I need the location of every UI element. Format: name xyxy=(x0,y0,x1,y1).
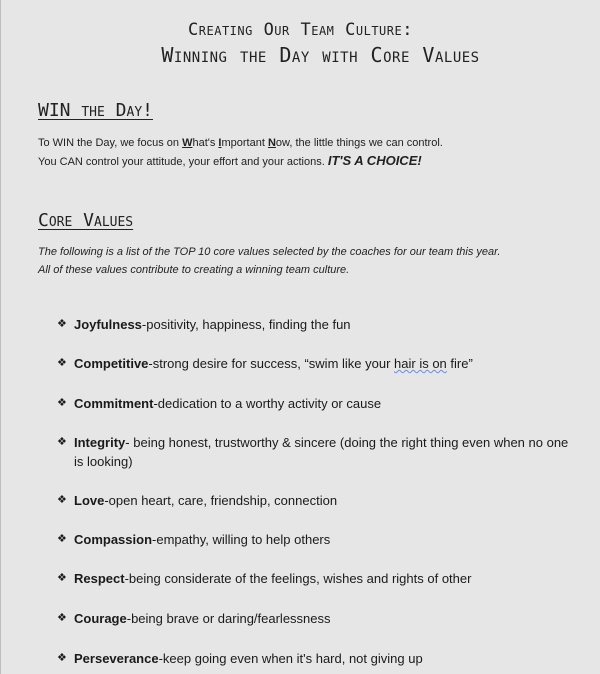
text: N xyxy=(267,137,276,149)
value-name: Love xyxy=(74,493,105,508)
text: ow, the little things we can control. xyxy=(275,137,443,149)
value-name: Respect xyxy=(74,571,125,586)
value-description: -being brave or daring/fearlessness xyxy=(126,611,331,626)
core-value-item xyxy=(57,315,577,334)
core-value-item xyxy=(57,433,577,471)
diamond-bullet-icon: ❖ xyxy=(57,357,67,369)
value-description: -dedication to a worthy activity or cause xyxy=(153,396,382,411)
core-value-item xyxy=(57,609,577,628)
diamond-bullet-icon: ❖ xyxy=(57,436,67,448)
text: I xyxy=(218,137,222,149)
value-name: Compassion xyxy=(74,532,153,547)
its-a-choice: IT'S A CHOICE! xyxy=(327,153,422,168)
value-description: -positivity, happiness, finding the fun xyxy=(141,317,351,332)
value-name: Integrity xyxy=(74,435,126,450)
value-description: -empathy, willing to help others xyxy=(152,532,331,547)
spelling-suggestion[interactable]: hair is on xyxy=(394,356,447,371)
core-value-item xyxy=(57,530,577,549)
title-line-1: Creating Our Team Culture: xyxy=(188,20,413,40)
value-description: -strong desire for success, “swim like your xyxy=(148,356,395,371)
text: hat's xyxy=(192,137,219,149)
text: mportant xyxy=(221,137,268,149)
text: You CAN control your attitude, your effort and your actions. xyxy=(38,156,328,168)
core-value-item xyxy=(57,491,577,510)
diamond-bullet-icon: ❖ xyxy=(57,652,67,664)
diamond-bullet-icon: ❖ xyxy=(57,318,67,330)
value-name: Joyfulness xyxy=(74,317,142,332)
core-values-heading: Core Values xyxy=(38,210,134,231)
diamond-bullet-icon: ❖ xyxy=(57,494,67,506)
core-value-item xyxy=(57,649,577,668)
value-name: Courage xyxy=(74,611,127,626)
value-description: -keep going even when it's hard, not giving up xyxy=(158,651,423,666)
text: W xyxy=(182,137,193,149)
value-description: -open heart, care, friendship, connection xyxy=(104,493,338,508)
value-description: -being considerate of the feelings, wishes and rights of other xyxy=(124,571,472,586)
diamond-bullet-icon: ❖ xyxy=(57,533,67,545)
core-value-item xyxy=(57,569,577,588)
value-name: Perseverance xyxy=(74,651,159,666)
diamond-bullet-icon: ❖ xyxy=(57,572,67,584)
value-name: Competitive xyxy=(74,356,149,371)
value-description: fire” xyxy=(446,356,473,371)
diamond-bullet-icon: ❖ xyxy=(57,397,67,409)
text: To WIN the Day, we focus on xyxy=(38,137,183,149)
core-values-intro xyxy=(38,243,500,279)
win-paragraph xyxy=(38,134,443,171)
value-description: - being honest, trustworthy & sincere (doing the right thing even when no one is looking) xyxy=(74,435,569,469)
core-value-item xyxy=(57,354,577,373)
win-the-day-heading: WIN the Day! xyxy=(38,100,153,121)
value-name: Commitment xyxy=(74,396,154,411)
title-line-2: Winning the Day with Core Values xyxy=(161,43,480,67)
diamond-bullet-icon: ❖ xyxy=(57,612,67,624)
text: The following is a list of the TOP 10 core values selected by the coaches for our team this year. xyxy=(38,246,501,258)
text: All of these values contribute to creating a winning team culture. xyxy=(38,264,350,276)
core-value-item xyxy=(57,394,577,413)
